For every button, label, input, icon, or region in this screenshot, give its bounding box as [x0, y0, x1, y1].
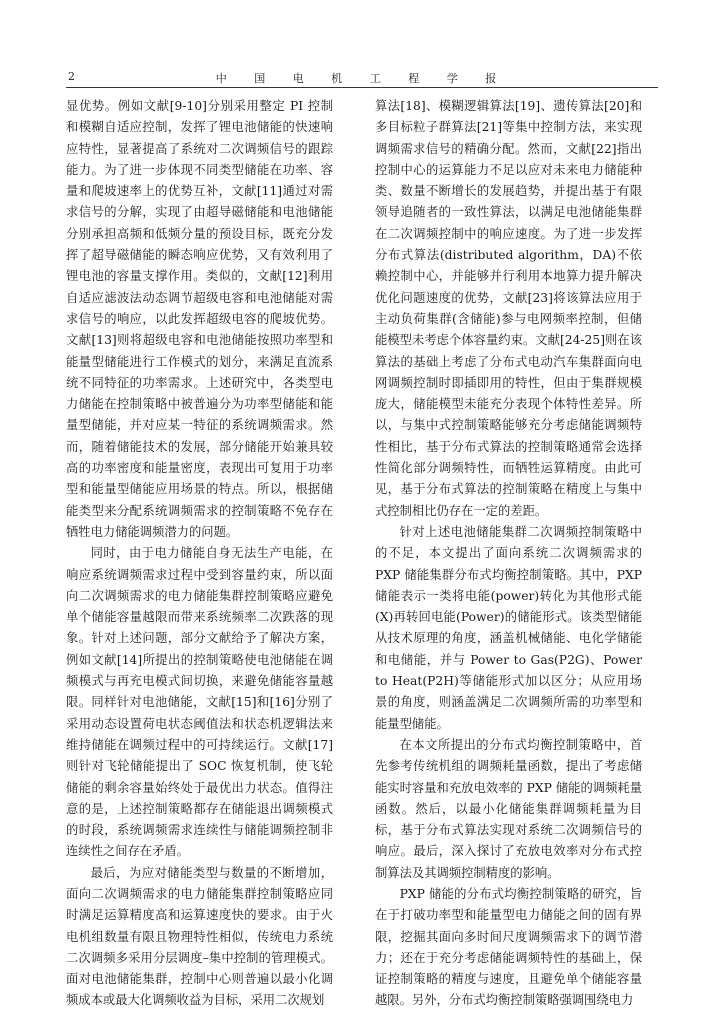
left-column — [66, 96, 333, 1012]
paragraph: 针对上述电池储能集群二次调频控制策略中的不足，本文提出了面向系统二次调频需求的 PXP 储能集群分布式均衡控制策略。其中，PXP 储能表示一类将电能(power)转化为其他形式能(X)再转回电能(Power)的储能形式。该类型储能从技术原理的角度，涵盖机械储能、电化学储能和电储能，并与 Power to Gas(P2G)、Power to Heat(P2H)等储能形式加以区分；从应用场景的角度，则涵盖满足二次调频所需的功率型和能量型储能。 — [375, 524, 642, 731]
paragraph: 最后，为应对储能类型与数量的不断增加，面向二次调频需求的电力储能集群控制策略应同时满足运算精度高和运算速度快的要求。由于火电机组数量有限且物理特性相似，传统电力系统二次调频多采用分层调度–集中控制的管理模式。面对电池储能集群，控制中心则普遍以最小化调频成本或最大化调频收益为目标，采用二次规划 — [66, 865, 333, 1008]
paragraph: PXP 储能的分布式均衡控制策略的研究，旨在于打破功率型和能量型电力储能之间的固有界限，挖掘其面向多时间尺度调频需求下的调节潜力；还在于充分考虑储能调频特性的基础上，保证控制策略的精度与速度，且避免单个储能容量越限。另外，分布式均衡控制策略强调围绕电力 — [375, 886, 642, 1008]
header-rule — [66, 87, 658, 88]
paragraph: 显优势。例如文献[9-10]分别采用整定 PI 控制和模糊自适应控制，发挥了锂电池储能的快速响应特性，显著提高了系统对二次调频信号的跟踪能力。为了进一步体现不同类型储能在功率、容量和爬坡速率上的优势互补，文献[11]通过对需求信号的分解，实现了由超导磁储能和电池储能分别承担高频和低频分量的预设目标，既充分发挥了超导磁储能的瞬态响应优势，又有效利用了锂电池的容量支撑作用。类似的，文献[12]利用自适应滤波法动态调节超级电容和电池储能对需求信号的响应，以此发挥超级电容的爬坡优势。文献[13]则将超级电容和电池储能按照功率型和能量型储能进行工作模式的划分，来满足直流系统不同特征的功率需求。上述研究中，各类型电力储能在控制策略中被普遍分为功率型储能和能量型储能，并对应某一特征的系统调频需求。然而，随着储能技术的发展，部分储能开始兼具较高的功率密度和能量密度，表现出可复用于功率型和能量型储能应用场景的特点。所以，根据储能类型来分配系统调频需求的控制策略不免存在牺牲电力储能调频潜力的问题。 — [66, 99, 333, 539]
paragraph: 算法[18]、模糊逻辑算法[19]、遗传算法[20]和多目标粒子群算法[21]等集中控制方法，来实现调频需求信号的精确分配。然而，文献[22]指出控制中心的运算能力不足以应对未来电力储能种类、数量不断增长的发展趋势，并提出基于有限领导追随者的一致性算法，以满足电池储能集群在二次调频控制中的响应速度。为了进一步发挥分布式算法(distributed algorithm，DA)不依赖控制中心，并能够并行利用本地算力提升解决优化问题速度的优势，文献[23]将该算法应用于主动负荷集群(含储能)参与电网频率控制，但储能模型未考虑个体容量约束。文献[24-25]则在该算法的基础上考虑了分布式电动汽车集群面向电网调频控制时即插即用的特性，但由于集群规模庞大，储能模型未能充分表现个体特性差异。所以，与集中式控制策略能够充分考虑储能调频特性相比，基于分布式算法的控制策略通常会选择性简化部分调频特性，而牺牲运算精度。由此可见，基于分布式算法的控制策略在精度上与集中式控制相比仍存在一定的差距。 — [375, 99, 642, 518]
paragraph: 在本文所提出的分布式均衡控制策略中，首先参考传统机组的调频耗量函数，提出了考虑储能实时容量和充放电效率的 PXP 储能的调频耗量函数。然后，以最小化储能集群调频耗量为目标，基于分布式算法实现对系统二次调频信号的响应。最后，深入探讨了充放电效率对分布式控制算法及其调频控制精度的影响。 — [375, 737, 642, 880]
journal-title: 中 国 电 机 工 程 学 报 — [215, 72, 509, 85]
right-column — [375, 96, 642, 1012]
page-number: 2 — [68, 70, 75, 83]
paragraph: 同时，由于电力储能自身无法生产电能，在响应系统调频需求过程中受到容量约束，所以面向二次调频需求的电力储能集群控制策略应避免单个储能容量越限而带来系统频率二次跌落的现象。针对上述问题，部分文献给予了解决方案，例如文献[14]所提出的控制策略使电池储能在调频模式与再充电模式间切换，来避免储能容量越限。同样针对电池储能，文献[15]和[16]分别了采用动态设置荷电状态阈值法和状态机逻辑法来维持储能在调频过程中的可持续运行。文献[17]则针对飞轮储能提出了 SOC 恢复机制，使飞轮储能的剩余容量始终处于最优出力状态。值得注意的是，上述控制策略都存在储能退出调频模式的时段，系统调频需求连续性与储能调频控制非连续性之间存在矛盾。 — [66, 546, 333, 859]
